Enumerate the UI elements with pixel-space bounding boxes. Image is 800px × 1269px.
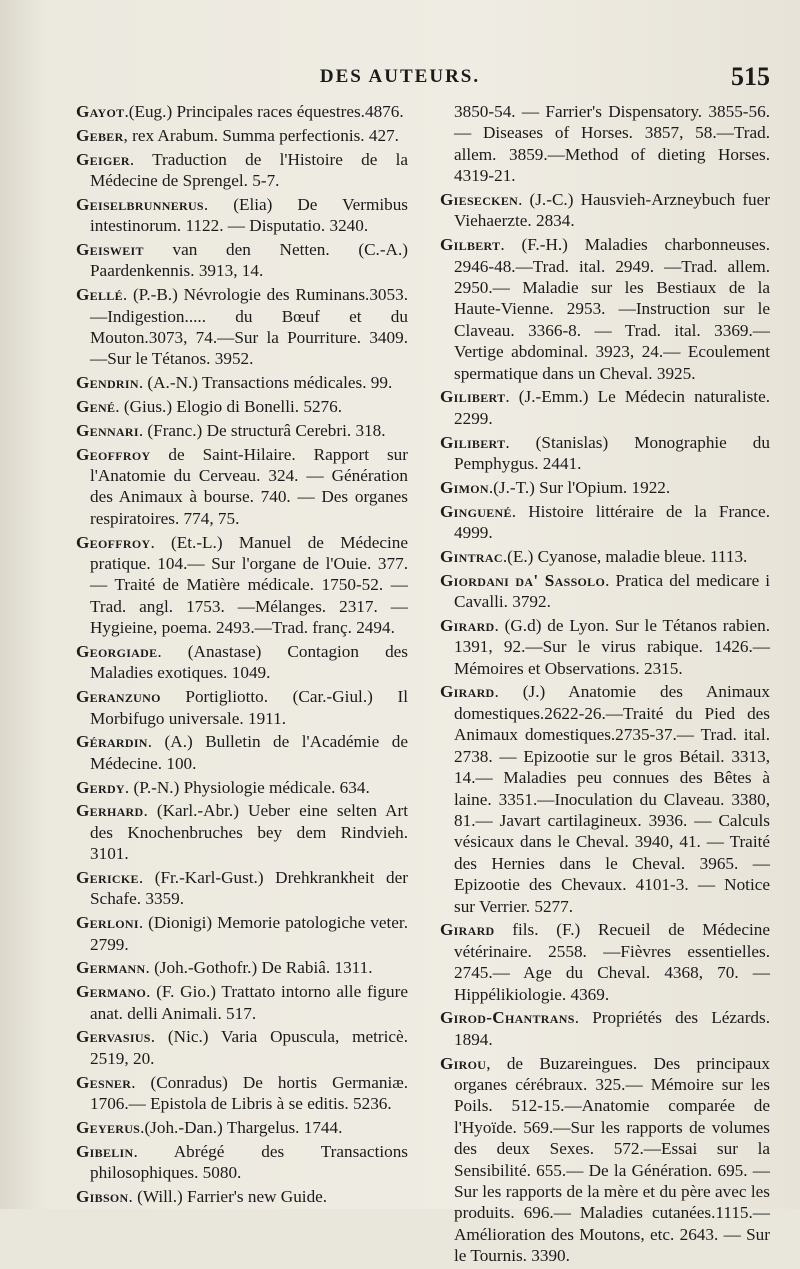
running-head [0,62,800,96]
entry-text: . (J.-C.) Hausvieh-Arzneybuch fuer Viehaerzte. 2834. [454,190,770,231]
entry-text: . Abrégé des Transactions philosophiques. 5080. [90,1141,408,1183]
entry-text: . Traduction de l'Histoire de la Médecine de Sprengel. 5-7. [90,149,408,190]
author-name: Gibson [76,1186,129,1206]
index-entry [76,981,408,1024]
index-entry [440,101,770,187]
entry-text: . Histoire littéraire de la France. 4999. [454,501,770,543]
index-entry [440,919,770,1005]
index-entry [76,532,408,639]
index-entry [76,800,408,864]
entry-text: , de Buzareingues. Des principaux organes cérébraux. 325.— Mémoire sur les Poils. 512-15.—Anatomie comparée de l'Hyoïde. 569.—Sur les rapports de volumes des deux Sexes. 572.—Essai sur la Sensibilité. 655.— De la Génération. 695. — Sur les rapports de la mère et du père avec les produits. 696.— Maladies cutanées.1115.—Amélioration des Moutons, etc. 2643. — Sur le Tournis. 3390. [454,1053,770,1266]
index-entry [76,372,408,393]
entry-text: . (Stanislas) Monographie du Pemphygus. 2441. [454,432,770,474]
author-name: Geiselbrunnerus [76,194,204,214]
author-name: Gayot [76,102,125,121]
entry-text: . (Et.-L.) Manuel de Médecine pratique. 104.— Sur l'organe de l'Ouie. 377. — Traité de Matière médicale. 1750-52. — Trad. angl. 1753. —Mélanges. 2317. —Hygieine, poema. 2493.—Trad. franç. 2494. [90,532,408,638]
index-entry [76,957,408,978]
entry-text: .(Eug.) Principales races équestres.4876. [124,102,404,121]
author-name: Geiger [76,149,130,169]
entry-text: . (F.-H.) Maladies charbonneuses. 2946-48.—Trad. ital. 2949. —Trad. allem. 2950.— Maladie sur les Bestiaux de la Haute-Vienne. 2953. —Instruction sur le Claveau. 3366-8. — Trad. ital. 3369.—Vertige abdominal. 3923, 24.— Ecoulement spermatique dans un Cheval. 3925. [454,235,770,383]
author-name: Gintrac [440,546,503,566]
index-entry [76,731,408,774]
running-title: DES AUTEURS. [319,66,481,87]
author-name: Ginguené [440,501,512,521]
index-entry [76,444,408,530]
entry-text: . Propriétés des Lézards. 1894. [454,1008,770,1049]
index-entry [76,239,408,282]
author-name: Geisweit [76,240,144,259]
entry-text: . (A.) Bulletin de l'Académie de Médecine. 100. [90,732,408,773]
author-name: Gimon [440,477,489,497]
page-number: 515 [731,62,770,91]
index-entry [440,615,770,679]
author-name: Gené [76,397,116,417]
entry-text: . (F. Gio.) Trattato intorno alle figure anat. delli Animali. 517. [90,982,408,1023]
author-name: Gerloni [76,913,139,933]
index-entry [76,1186,408,1207]
author-name: Gericke [76,868,139,888]
left-column [76,101,408,1210]
index-entry [440,234,770,384]
entry-text: . (A.-N.) Transactions médicales. 99. [138,373,393,393]
index-entry [76,420,408,441]
index-entry [440,432,770,475]
index-entry [440,477,770,498]
index-entry [76,867,408,910]
author-name: Geoffroy [76,444,151,464]
author-name: Gerhard [76,801,144,821]
author-name: Girard [440,920,495,940]
entry-text: .(E.) Cyanose, maladie bleue. 1113. [502,546,748,566]
author-name: Girard [440,682,495,702]
entry-text: . (Franc.) De structurâ Cerebri. 318. [138,420,386,440]
index-entry [76,396,408,417]
author-name: Gesner [76,1072,132,1092]
entry-text: de Saint-Hilaire. Rapport sur l'Anatomie du Cerveau. 324. — Génération des Animaux à bourse. 740. — Des organes respiratoires. 774, 75. [90,444,408,528]
author-name: Gilibert [440,432,506,452]
author-name: Giordani da' Sassolo [440,570,606,590]
author-name: Gennari [76,420,139,440]
author-name: Geoffroy [76,532,151,552]
entry-text: . (Fr.-Karl-Gust.) Drehkrankheit der Schafe. 3359. [90,868,408,909]
entry-text: . (P.-B.) Névrologie des Ruminans.3053.—Indigestion..... du Bœuf et du Mouton.3073, 74.—Sur la Pourriture. 3409.—Sur le Tétanos. 3952. [90,285,408,369]
author-name: Geranzuno [76,687,161,707]
author-name: Girod-Chantrans [440,1008,575,1028]
index-entry [440,189,770,232]
index-entry [440,570,770,613]
entry-text: . (Elia) De Vermibus intestinorum. 1122. — Disputatio. 3240. [90,194,408,236]
index-entry [440,501,770,544]
index-entry [76,1117,408,1138]
index-entry [76,1072,408,1115]
author-name: Geber [76,125,124,145]
entry-text: . (Dionigi) Memorie patologiche veter. 2799. [90,913,408,954]
entry-text: . (Gius.) Elogio di Bonelli. 5276. [115,397,343,417]
author-name: Geyerus [76,1117,141,1137]
right-column [440,101,770,1269]
entry-text: . (Nic.) Varia Opuscula, metricè. 2519, 20. [90,1027,408,1068]
index-entry [440,546,770,567]
index-entry [76,1141,408,1184]
index-entry [76,284,408,370]
author-name: Germano [76,982,147,1002]
author-name: Gellé [76,285,123,305]
index-entry [76,686,408,729]
entry-text: .(Joh.-Dan.) Thargelus. 1744. [140,1117,343,1137]
entry-text: . (J.) Anatomie des Animaux domestiques.2622-26.—Traité du Pied des Animaux domestiques.2735-37.— Trad. ital. 2738. — Epizootie sur le gros Bétail. 3313, 14.— Maladies peu connues des Bêtes à laine. 3351.—Inoculation du Claveau. 3380, 81.— Javart cartilagineux. 3936. — Calculs vésicaux dans le Cheval. 3940, 41. — Traité des Hernies dans le Cheval. 3965. — Epizootie des Chevaux. 4101-3. — Notice sur Verrier. 5277. [454,682,770,916]
entry-text: . (Joh.-Gothofr.) De Rabiâ. 1311. [145,958,373,978]
author-name: Germann [76,958,146,978]
index-entry [76,1026,408,1069]
index-entry [440,1007,770,1050]
entry-text: , rex Arabum. Summa perfectionis. 427. [123,125,399,145]
index-entry [440,681,770,916]
index-entry [76,641,408,684]
index-entry [76,777,408,798]
entry-text: . (G.d) de Lyon. Sur le Tétanos rabien. 1391, 92.—Sur le virus rabique. 1426.— Mémoires et Observations. 2315. [454,615,770,678]
author-name: Gilbert [440,235,501,255]
index-entry [76,912,408,955]
index-entry [440,1053,770,1267]
entry-text: . Pratica del medicare i Cavalli. 3792. [454,570,771,612]
entry-text: . (J.-Emm.) Le Médecin naturaliste. 2299. [454,387,770,428]
author-name: Gervasius [76,1027,151,1047]
author-name: Gerdy [76,777,125,797]
index-entry [76,149,408,192]
author-name: Girard [440,615,495,635]
entry-text: 3850-54. — Farrier's Dispensatory. 3855-56.— Diseases of Horses. 3857, 58.—Trad. allem. 3859.—Method of dieting Horses. 4319-21. [454,102,770,186]
author-name: Gibelin [76,1141,134,1161]
entry-text: van den Netten. (C.-A.) Paardenkennis. 3913, 14. [90,240,408,281]
author-name: Girou [440,1053,487,1073]
author-name: Gérardin [76,732,148,752]
entry-text: . (Karl.-Abr.) Ueber eine selten Art des Knochenbruches bey dem Rindvieh. 3101. [90,801,408,864]
entry-text: . (Anastase) Contagion des Maladies exotiques. 1049. [90,642,408,683]
entry-text: fils. (F.) Recueil de Médecine vétérinaire. 2558. —Fièvres essentielles. 2745.— Age du Cheval. 4368, 70. — Hippélikiologie. 4369. [454,920,770,1004]
entry-text: .(J.-T.) Sur l'Opium. 1922. [488,477,671,497]
entry-text: . (P.-N.) Physiologie médicale. 634. [124,777,370,797]
author-name: Gilibert [440,387,506,407]
entry-text: . (Will.) Farrier's new Guide. [128,1186,328,1206]
entry-text: Portigliotto. (Car.-Giul.) Il Morbifugo universale. 1911. [90,687,408,728]
index-entry [440,386,770,429]
index-entry [76,101,408,122]
author-name: Giesecken [440,190,519,210]
index-entry [76,125,408,146]
author-name: Gendrin [76,373,139,393]
entry-text: . (Conradus) De hortis Germaniæ. 1706.— Epistola de Libris à se editis. 5236. [90,1072,408,1114]
index-entry [76,194,408,237]
author-name: Georgiade [76,642,158,662]
